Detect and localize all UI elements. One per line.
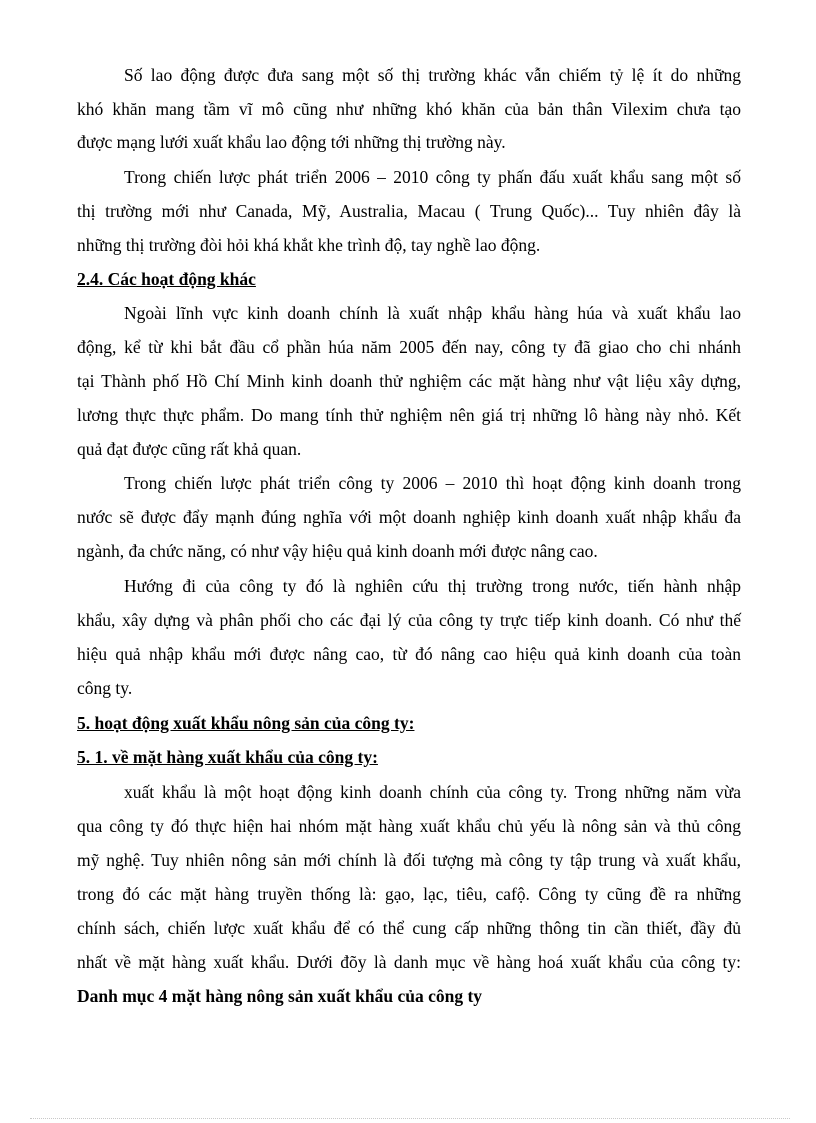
body-text-line: chính sách, chiến lược xuất khẩu để có thể cung cấp những thông tin cần thiết, đầy đủ: [77, 918, 741, 938]
body-text-line: được mạng lưới xuất khẩu lao động tới những thị trường này.: [77, 132, 506, 152]
body-text-line: động, kể từ khi bắt đầu cổ phần húa năm 2005 đến nay, công ty đã giao cho chi nhánh: [77, 337, 741, 357]
body-text-line: trong đó các mặt hàng truyền thống là: gạo, lạc, tiêu, cafộ. Công ty cũng đề ra những: [77, 884, 741, 904]
body-text-line: Hướng đi của công ty đó là nghiên cứu thị trường trong nước, tiến hành nhập: [124, 576, 741, 596]
body-text-line: khó khăn mang tầm vĩ mô cũng như những khó khăn của bản thân Vilexim chưa tạo: [77, 99, 741, 119]
body-text-line: tại Thành phố Hồ Chí Minh kinh doanh thử nghiệm các mặt hàng như vật liệu xây dựng,: [77, 371, 741, 391]
body-text-line: xuất khẩu là một hoạt động kinh doanh chính của công ty. Trong những năm vừa: [124, 782, 741, 802]
body-text-line: nhất về mặt hàng xuất khẩu. Dưới đõy là danh mục về hàng hoá xuất khẩu của công ty:: [77, 952, 741, 972]
body-text-line: mỹ nghệ. Tuy nhiên nông sản mới chính là đối tượng mà công ty tập trung và xuất khẩu,: [77, 850, 741, 870]
section-heading: 2.4. Các hoạt động khác: [77, 269, 256, 289]
subsection-heading: 5. 1. về mặt hàng xuất khẩu của công ty:: [77, 747, 378, 767]
body-text-line: những thị trường đòi hỏi khá khắt khe trình độ, tay nghề lao động.: [77, 235, 541, 255]
body-text-line: nước sẽ được đẩy mạnh đúng nghĩa với một doanh nghiệp kinh doanh xuất nhập khẩu đa: [77, 507, 741, 527]
table-caption: Danh mục 4 mặt hàng nông sản xuất khẩu của công ty: [77, 986, 483, 1006]
body-text-line: ngành, đa chức năng, có như vậy hiệu quả kinh doanh mới được nâng cao.: [77, 541, 598, 561]
body-text-line: khẩu, xây dựng và phân phối cho các đại lý của công ty trực tiếp kinh doanh. Có như thế: [77, 610, 741, 630]
body-text-line: quả đạt được cũng rất khả quan.: [77, 439, 302, 459]
body-text-line: công ty.: [77, 678, 133, 698]
body-text-line: Số lao động được đưa sang một số thị trường khác vẫn chiếm tỷ lệ ít do những: [124, 65, 741, 85]
body-text-line: lương thực thực phẩm. Do mang tính thử nghiệm nên giá trị những lô hàng này nhỏ. Kết: [77, 405, 741, 425]
body-text-line: Trong chiến lược phát triển 2006 – 2010 công ty phấn đấu xuất khẩu sang một số: [124, 167, 741, 187]
body-text-line: hiệu quả nhập khẩu mới được nâng cao, từ đó nâng cao hiệu quả kinh doanh của toàn: [77, 644, 741, 664]
page-bottom-divider: [30, 1118, 790, 1119]
section-heading: 5. hoạt động xuất khẩu nông sản của công ty:: [77, 713, 415, 733]
body-text-line: thị trường mới như Canada, Mỹ, Australia, Macau ( Trung Quốc)... Tuy nhiên đây là: [77, 201, 741, 221]
body-text-line: Ngoài lĩnh vực kinh doanh chính là xuất nhập khẩu hàng húa và xuất khẩu lao: [124, 303, 741, 323]
body-text-line: qua công ty đó thực hiện hai nhóm mặt hàng xuất khẩu chủ yếu là nông sản và thủ công: [77, 816, 741, 836]
body-text-line: Trong chiến lược phát triển công ty 2006 – 2010 thì hoạt động kinh doanh trong: [124, 473, 741, 493]
